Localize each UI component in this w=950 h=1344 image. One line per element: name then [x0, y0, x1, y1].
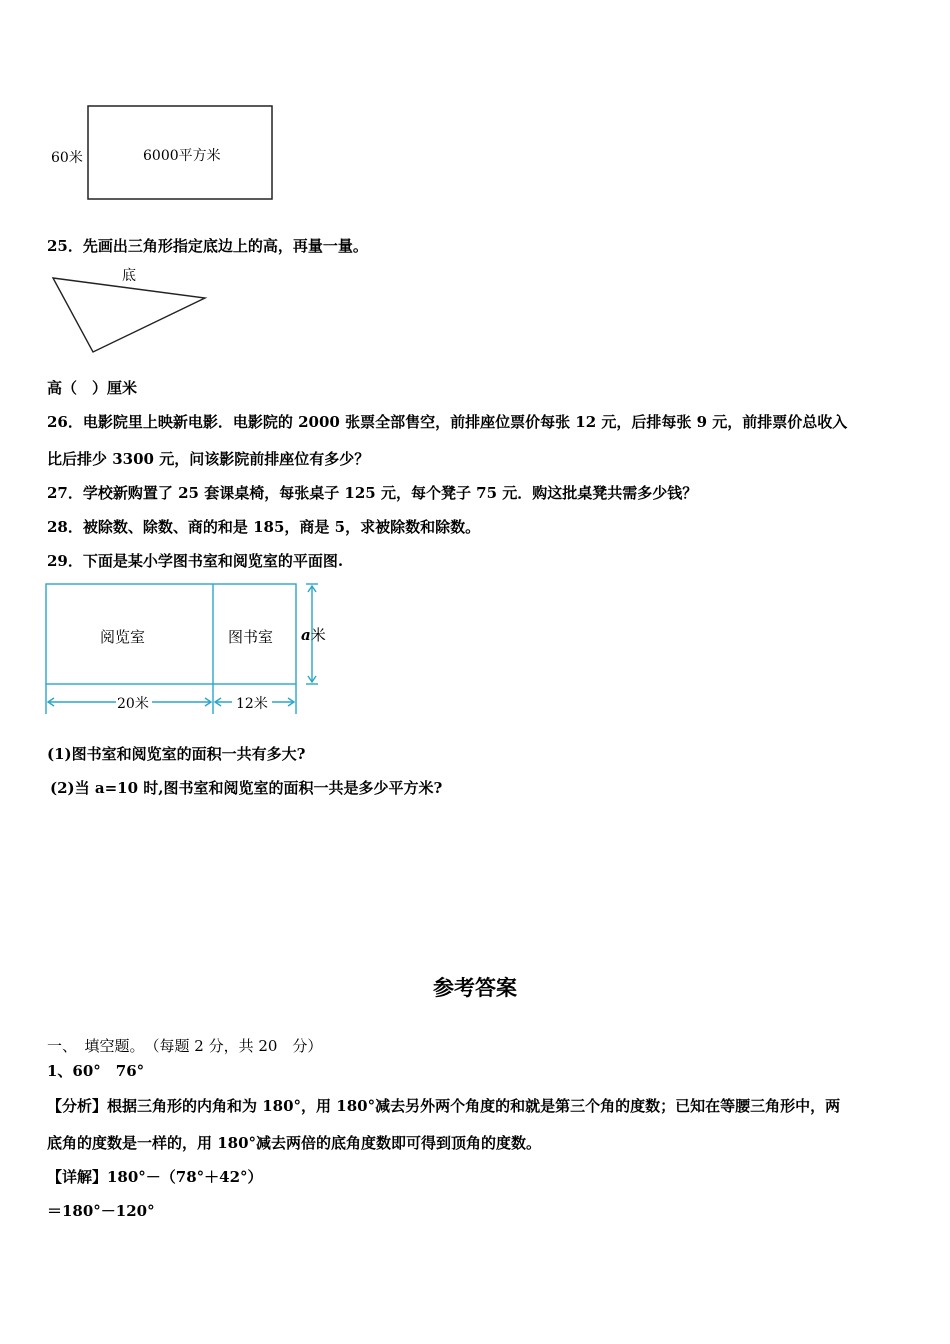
height-unit: 米 — [310, 626, 326, 644]
question-27: 27．学校新购置了 25 套课桌椅，每张桌子 125 元，每个凳子 75 元．购这批桌凳共需多少钱？ — [47, 484, 698, 502]
answer-1-analysis-line-1: 【分析】根据三角形的内角和为 180°，用 180°减去另外两个角度的和就是第三个角的度数；已知在等腰三角形中，两 — [47, 1097, 841, 1115]
triangle-base-label: 底 — [122, 268, 136, 284]
question-28: 28．被除数、除数、商的和是 185，商是 5，求被除数和除数。 — [47, 518, 481, 536]
room-label-reading: 阅览室 — [100, 628, 146, 646]
rectangle-area-label: 6000平方米 — [143, 148, 221, 164]
width-label-library: 12米 — [236, 696, 268, 712]
question-26-line-1: 26．电影院里上映新电影．电影院的 2000 张票全部售空，前排座位票价每张 12 元，后排每张 9 元，前排票价总收入 — [47, 413, 848, 431]
question-29-sub-1: (1)图书室和阅览室的面积一共有多大? — [47, 745, 306, 763]
question-25-answer-line: 高（ ）厘米 — [47, 379, 138, 397]
triangle-shape — [53, 278, 205, 352]
answers-section-heading: 一、 填空题。 （每题 2 分，共 20 分） — [47, 1037, 323, 1055]
question-26-line-2: 比后排少 3300 元，问该影院前排座位有多少？ — [47, 450, 370, 468]
question-29-sub-2: (2)当 a=10 时,图书室和阅览室的面积一共是多少平方米? — [50, 779, 443, 797]
question-29: 29．下面是某小学图书室和阅览室的平面图. — [47, 552, 344, 570]
answer-1: 1、60° 76° — [47, 1062, 145, 1080]
answers-title: 参考答案 — [433, 975, 517, 1000]
answer-1-analysis-line-2: 底角的度数是一样的，用 180°减去两倍的底角度数即可得到顶角的度数。 — [47, 1134, 542, 1152]
height-variable: a — [301, 626, 311, 644]
rectangle-side-label: 60米 — [51, 150, 83, 166]
answer-1-detail-line-1: 【详解】180°－（78°＋42°） — [47, 1168, 263, 1186]
floor-plan-figure — [40, 578, 340, 718]
answer-1-detail-line-2: ＝180°－120° — [47, 1202, 155, 1220]
height-label — [301, 624, 326, 645]
question-25: 25．先画出三角形指定底边上的高，再量一量。 — [47, 237, 368, 255]
width-label-reading: 20米 — [117, 696, 149, 712]
room-label-library: 图书室 — [228, 628, 274, 646]
